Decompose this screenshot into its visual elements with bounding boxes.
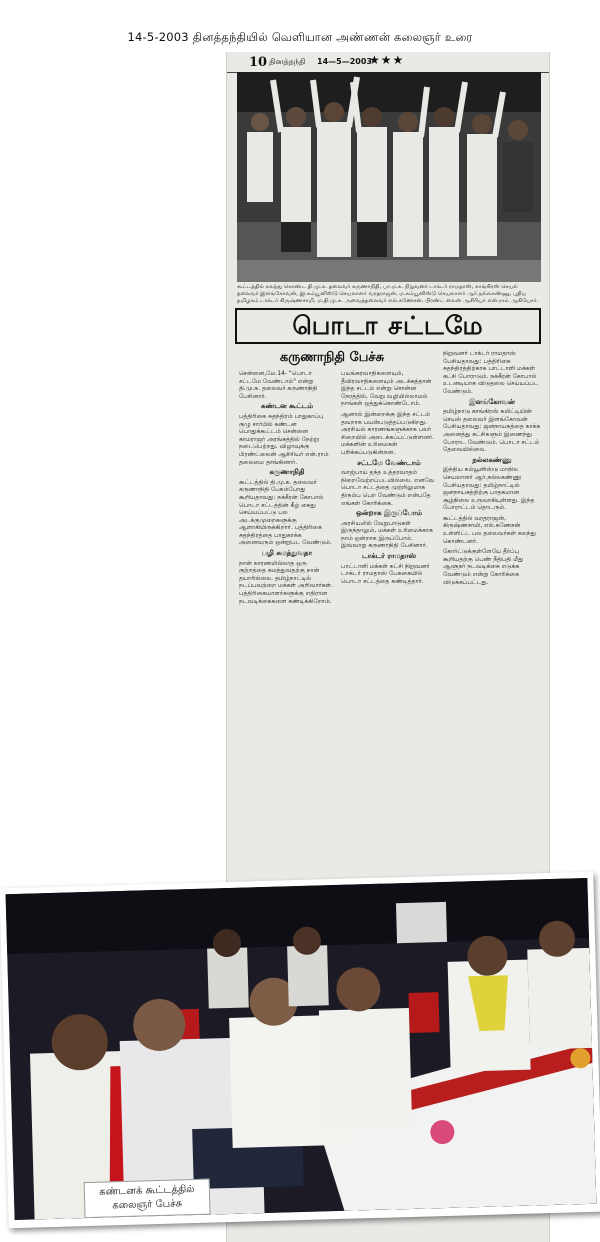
article-paragraph: பாட்டாளி மக்கள் கட்சி நிறுவனர் டாக்டர் ராமதாஸ் பேசுகையில் பொடா சட்டத்தை கண்டித்தார். [341,562,430,585]
paper-name: தினத்தந்தி [269,57,306,66]
subheadline: கருணாநிதி பேச்சு [279,350,385,365]
section-heading: ஒன்றாக இருப்போம் [356,509,422,518]
article-paragraph: வாஜ்பாய் தந்த உத்தரவாதம் நிறைவேற்றப்படவில்லை. எனவே பொடா சட்டத்தை முற்றிலுமாக திரும்ப பெற வேண்டும் என்பதே எங்கள் கோரிக்கை. [341,469,435,507]
headline: பொடா சட்டமே [235,308,541,344]
article-column-1 [239,370,335,930]
section-heading: பழி சுமத்துவதா [261,549,313,558]
article-paragraph: கூட்டத்தில் தி.மு.க. தலைவர் கருணாநிதி பேசும்போது கூறியதாவது: நக்கீரன் கோபால் பொடா சட்டத்தின் கீழ் கைது செய்யப்பட்டு பல அடக்குமுறைகளுக்கு ஆளாகியிருக்கிறார். பத்திரிகை சுதந்திரத்தை பாதுகாக்க அனைவரும் ஒன்றுபட வேண்டும். [239,478,332,547]
article-column-2 [341,370,437,930]
section-heading: சட்டமே வேண்டாம் [357,458,421,467]
article-paragraph: கூட்டத்தில் வரதராஜன், கிருஷ்ணசாமி, எல்.கணேசன் உள்ளிட்ட பல தலைவர்கள் கலந்து கொண்டனர். [443,514,536,545]
photo-caption: கூட்டத்தில் கலந்து கொண்ட தி.மு.க. தலைவர் கருணாநிதி, பா.ம.க. நிறுவனர் டாக்டர் ராமதாஸ், காங்கிரஸ் செயல் தலைவர் இளங்கோவன், இ.கம்யூனிஸ்டு செயலாளர் வரதராஜன், ம.கம்யூனிஸ்டு செயலாளர் ஆர்.நல்லகண்ணு, புதிய தமிழகம் டாக்டர் கிருஷ்ணசாமி, ம.தி.மு.க. அவைத்தலைவர் எல்.கணேசன், பிரண்ட் லைன் ஆசிரியர் என்.ராம் ஆகியோர். [237,284,539,304]
section-heading: இளங்கோவன் [469,397,515,406]
article-paragraph: அரசியலில் வேறுபாடுகள் இருந்தாலும், மக்கள் உரிமைக்காக நாம் ஒன்றாக இருப்போம். இவ்வாறு கருணாநிதி பேசினார். [341,519,433,550]
article-paragraph: ஆனால் இன்றைக்கு இந்த சட்டம் தவறாக பயன்படுத்தப்படுகிறது. அரசியல் காரணங்களுக்காக பலர் சிறையில் அடைக்கப்பட்டுள்ளனர். மக்களின் உரிமைகள் பறிக்கப்படுகின்றன. [341,410,435,456]
article-paragraph: நான் காரணமில்லாத ஒரு குற்றத்தை சுமத்துவதற்கு நான் தயாரில்லை. தமிழ்நாட்டில் நடப்பவற்றை மக்கள் அறிவார்கள். பத்திரிகையாளர்களுக்கு எதிரான நடவடிக்கைகளை கண்டிக்கிறோம். [239,559,333,605]
article-paragraph: பத்திரிகை சுதந்திரம் பாதுகாப்பு குழு சார்பில் கண்டன பொதுக்கூட்டம் சென்னை காமராஜர் அரங்கத்தில் நேற்று நடைபெற்றது. விழாவுக்கு பிரண்ட்லைன் ஆசிரியர் என்.ராம் தலைமை தாங்கினார். [239,412,329,466]
stage-photo [237,72,541,282]
issue-date: 14—5—2003 [317,57,372,66]
page-number: 10 [249,55,268,70]
article-paragraph: நிறுவனர் டாக்டர் ராமதாஸ் பேசியதாவது: பத்திரிகை சுதந்திரத்திற்காக பாட்டாளி மக்கள் கட்சி போராடும். நக்கீரன் கோபால் உடனடியாக விடுதலை செய்யப்பட வேண்டும். [443,350,539,395]
article-column-3 [443,350,541,930]
stage-photo-image [237,72,541,282]
caption-line-2: கலைஞர் பேச்சு [112,1198,183,1212]
section-heading: நல்லகண்ணு [472,455,512,464]
article-paragraph: கோர்ட்டுக்குள்ளேயே தீர்ப்பு கூறியதற்கு பெண் நீதிபதி மீது ஆளுநர் நடவடிக்கை எடுக்க வேண்டும் என்று கோரிக்கை விடுக்கப்பட்டது. [443,548,524,586]
article-paragraph: இந்திய கம்யூனிஸ்டு மாநில செயலாளர் ஆர்.நல்லகண்ணு பேசியதாவது: தமிழ்நாட்டில் ஜனநாயகத்திற்கு பாதகமான சூழ்நிலை உருவாகியுள்ளது. இந்த போராட்டம் தொடரும். [443,466,535,512]
edition-stars: ★★★ [369,53,405,67]
newspaper-masthead [227,52,549,73]
page-caption: 14-5-2003 தினத்தந்தியில் வெளியான அண்ணன் கலைஞர் உரை [127,30,473,44]
photo-caption-box [84,1179,211,1219]
article-paragraph: பயங்கரவாதிகளையும், தீவிரவாதிகளையும் அடக்கத்தான் இந்த சட்டம் என்று சொன்ன நேரத்தில், வேறு வழியில்லாமல் நாங்கள் ஒத்துக்கொண்டோம். [341,370,432,408]
audience-photo-frame [0,872,600,1228]
audience-photo [6,878,597,1220]
article-paragraph: சென்னை,மே.14- "பொடா சட்டமே வேண்டாம்" என்று தி.மு.க. தலைவர் கருணாநிதி பேசினார். [239,370,318,400]
section-heading: டாக்டர் ராமதாஸ் [361,552,416,561]
section-heading: கருணாநிதி [269,468,305,477]
audience-photo-image [6,878,597,1220]
caption-line-1: கண்டனக் கூட்டத்தில் [99,1184,195,1198]
article-paragraph: தமிழ்நாடு காங்கிரஸ் கமிட்டியின் செயல் தலைவர் இளங்கோவன் பேசியதாவது: ஜனநாயகத்தை காக்க அனைத்து கட்சிகளும் இணைந்து போராட வேண்டும். பொடா சட்டம் தேவையில்லை. [443,408,541,454]
section-heading: கண்டன கூட்டம் [261,402,313,411]
